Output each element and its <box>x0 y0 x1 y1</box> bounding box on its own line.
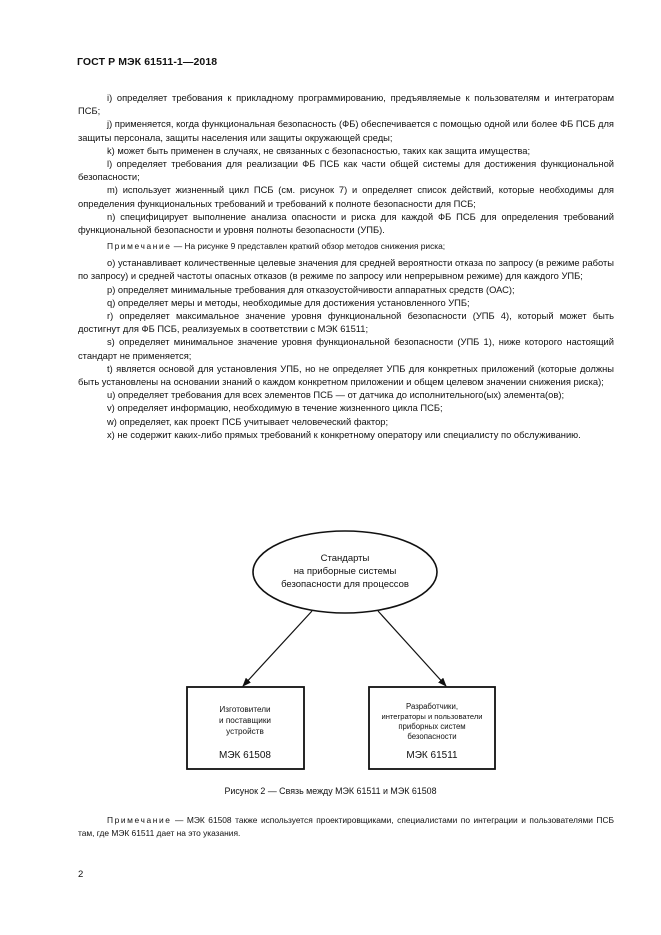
list-item-w: w) определяет, как проект ПСБ учитывает человеческий фактор; <box>107 416 389 427</box>
iec-61511-label: МЭК 61511 <box>406 750 458 761</box>
iec-61508-label: МЭК 61508 <box>219 750 271 761</box>
developers-line-4: безопасности <box>407 732 457 741</box>
list-item-v: v) определяет информацию, необходимую в течение жизненного цикла ПСБ; <box>107 403 443 414</box>
arrow-to-right-box <box>378 611 446 686</box>
list-item-q: q) определяет меры и методы, необходимые для достижения установленного УПБ; <box>107 297 470 308</box>
list-item-s: s) определяет минимальное значение уровня функциональной безопасности (УПБ 1), ниже которого настоящий стандарт не применяется; <box>78 337 614 361</box>
developers-line-2: интеграторы и пользователи <box>381 712 483 721</box>
figure-note-label: Примечание <box>107 815 172 825</box>
manufacturers-line-2: и поставщики <box>219 716 271 725</box>
manufacturers-line-1: Изготовители <box>219 705 271 714</box>
list-item-k: k) может быть применен в случаях, не связанных с безопасностью, таких как защита имущества; <box>107 145 531 156</box>
list-item-l: l) определяет требования для реализации ФБ ПСБ как части общей системы для достижения функциональной безопасности; <box>78 159 614 183</box>
ellipse-line-3: безопасности для процессов <box>281 579 409 590</box>
list-item-i: i) определяет требования к прикладному программированию, предъявляемые к пользователям и интеграторам ПСБ; <box>78 93 614 117</box>
list-item-m: m) использует жизненный цикл ПСБ (см. рисунок 7) и определяет список действий, которые необходимы для определения функциональных требований и требований к полноте безопасности для ПСБ; <box>78 185 614 209</box>
list-item-p: p) определяет минимальные требования для отказоустойчивости аппаратных средств (ОАС); <box>107 284 515 295</box>
note-label: Примечание <box>107 241 172 252</box>
page-number: 2 <box>78 869 84 880</box>
ellipse-line-1: Стандарты <box>320 553 370 564</box>
list-item-o: o) устанавливает количественные целевые значения для средней вероятности отказа по запросу (в режиме работы по запросу) и средней частоты опасных отказов (в режиме по запросу или непрерывном режиме) для каждого УПБ; <box>78 258 614 282</box>
list-item-j: j) применяется, когда функциональная безопасность (ФБ) обеспечивается с помощью одной или более ФБ ПСБ для защиты персонала, защиты населения или защиты окружающей среды; <box>78 119 614 143</box>
figure-caption: Рисунок 2 — Связь между МЭК 61511 и МЭК 61508 <box>224 786 437 796</box>
list-item-t: t) является основой для установления УПБ, но не определяет УПБ для конкретных приложений (которые должны быть установлены на основании знаний о каждом конкретном приложении и общем целевом значении снижения риска); <box>78 363 614 388</box>
arrow-to-left-box <box>243 611 312 686</box>
document-header: ГОСТ Р МЭК 61511-1—2018 <box>77 56 218 68</box>
list-item-n: n) специфицирует выполнение анализа опасности и риска для каждой ФБ ПСБ для определения требований функциональной безопасности и уровня полноты безопасности (УПБ). <box>78 211 614 236</box>
note-text: — На рисунке 9 представлен краткий обзор методов снижения риска; <box>171 241 446 252</box>
developers-line-1: Разработчики, <box>406 702 458 711</box>
manufacturers-line-3: устройств <box>226 727 264 736</box>
list-item-x: x) не содержит каких-либо прямых требований к конкретному оператору или специалисту по обслуживанию. <box>107 429 581 440</box>
list-item-u: u) определяет требования для всех элементов ПСБ — от датчика до исполнительного(ых) элемента(ов); <box>107 390 565 401</box>
ellipse-line-2: на приборные системы <box>293 566 397 577</box>
figure-note-text: — МЭК 61508 также используется проектировщиками, специалистами по интеграции и пользователями ПСБ там, где МЭК 61511 дает на это указания. <box>78 815 614 838</box>
figure-note <box>78 814 614 840</box>
developers-line-3: приборных систем <box>398 722 466 731</box>
list-item-r: r) определяет максимальное значение уровня функциональной безопасности (УПБ 4), который может быть достигнут для ФБ ПСБ, реализуемых в соответствии с МЭК 61511; <box>78 311 614 335</box>
